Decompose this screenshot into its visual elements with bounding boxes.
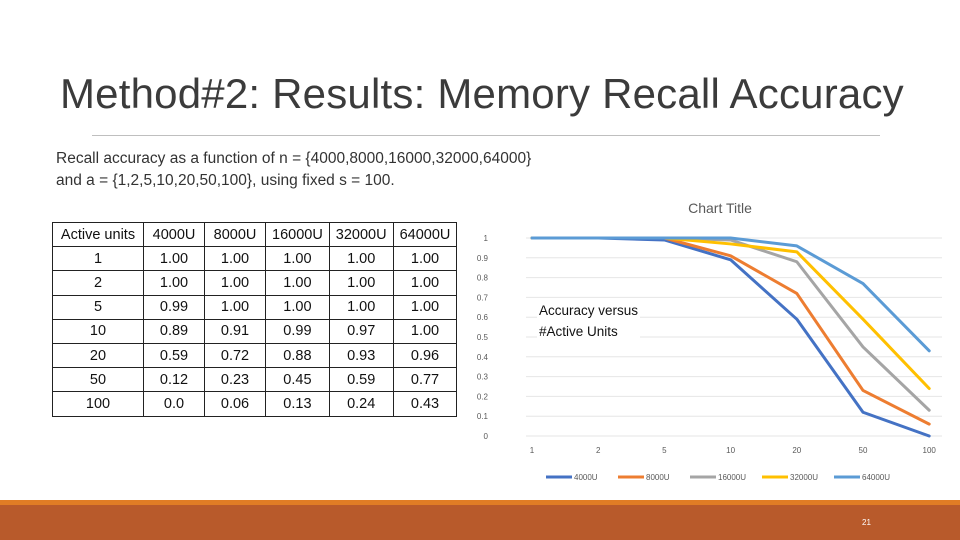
legend-label: 32000U <box>790 473 819 482</box>
accuracy-cell: 1.00 <box>144 247 205 271</box>
accuracy-cell: 0.12 <box>144 368 205 392</box>
results-table <box>52 222 457 417</box>
y-tick-label: 0.9 <box>476 253 488 263</box>
x-tick-label: 1 <box>529 446 535 455</box>
table-body <box>53 247 457 416</box>
x-tick-label: 10 <box>726 446 736 455</box>
accuracy-cell: 0.24 <box>329 392 393 416</box>
x-tick-label: 20 <box>792 446 802 455</box>
table-row <box>53 247 457 271</box>
description-line-2: and a = {1,2,5,10,20,50,100}, using fixed s = 100. <box>56 172 395 189</box>
annotation-line-1: Accuracy versus <box>539 303 639 318</box>
description-line-1: Recall accuracy as a function of n = {4000,8000,16000,32000,64000} <box>56 150 532 167</box>
footer-bar <box>0 505 960 540</box>
accuracy-cell: 0.06 <box>205 392 266 416</box>
description <box>56 148 656 192</box>
accuracy-cell: 0.13 <box>266 392 330 416</box>
legend-label: 16000U <box>718 473 747 482</box>
accuracy-cell: 0.45 <box>266 368 330 392</box>
header-cell: 4000U <box>144 223 205 247</box>
slide-title: Method#2: Results: Memory Recall Accuracy <box>60 70 904 117</box>
accuracy-cell: 1.00 <box>205 271 266 295</box>
table-row <box>53 271 457 295</box>
active-units-cell: 50 <box>53 368 144 392</box>
y-tick-label: 0 <box>483 432 488 441</box>
table-row <box>53 392 457 416</box>
legend-label: 64000U <box>862 473 891 482</box>
accuracy-cell: 0.88 <box>266 343 330 367</box>
accuracy-cell: 0.59 <box>144 343 205 367</box>
accuracy-cell: 0.23 <box>205 368 266 392</box>
table-header-row <box>53 223 457 247</box>
y-tick-label: 0.8 <box>476 273 488 283</box>
active-units-cell: 10 <box>53 319 144 343</box>
accuracy-cell: 0.97 <box>329 319 393 343</box>
active-units-cell: 2 <box>53 271 144 295</box>
accuracy-cell: 1.00 <box>393 319 457 343</box>
chart-annotation <box>537 300 640 342</box>
accuracy-cell: 0.77 <box>393 368 457 392</box>
y-tick-label: 0.6 <box>476 313 488 323</box>
header-cell: 64000U <box>393 223 457 247</box>
active-units-cell: 5 <box>53 295 144 319</box>
accuracy-cell: 1.00 <box>205 295 266 319</box>
legend-label: 8000U <box>646 473 670 482</box>
accuracy-cell: 0.93 <box>329 343 393 367</box>
active-units-cell: 1 <box>53 247 144 271</box>
accuracy-cell: 1.00 <box>393 295 457 319</box>
table-row <box>53 343 457 367</box>
accuracy-cell: 1.00 <box>266 271 330 295</box>
header-cell: 8000U <box>205 223 266 247</box>
accuracy-cell: 0.72 <box>205 343 266 367</box>
x-tick-label: 50 <box>858 446 868 455</box>
annotation-line-2: #Active Units <box>539 324 618 339</box>
accuracy-cell: 1.00 <box>205 247 266 271</box>
y-tick-label: 0.4 <box>476 352 488 362</box>
y-tick-label: 1 <box>483 234 488 243</box>
accuracy-cell: 1.00 <box>144 271 205 295</box>
line-chart <box>460 222 950 490</box>
y-tick-label: 0.5 <box>476 333 488 342</box>
accuracy-cell: 0.89 <box>144 319 205 343</box>
y-tick-label: 0.2 <box>476 392 488 402</box>
accuracy-cell: 0.99 <box>144 295 205 319</box>
accuracy-cell: 1.00 <box>393 271 457 295</box>
x-tick-label: 5 <box>662 446 667 455</box>
accuracy-cell: 1.00 <box>266 247 330 271</box>
table-row <box>53 368 457 392</box>
accuracy-cell: 1.00 <box>329 247 393 271</box>
table-row <box>53 319 457 343</box>
header-cell: 32000U <box>329 223 393 247</box>
accuracy-cell: 1.00 <box>329 271 393 295</box>
accuracy-cell: 0.0 <box>144 392 205 416</box>
accuracy-cell: 0.91 <box>205 319 266 343</box>
accuracy-cell: 0.96 <box>393 343 457 367</box>
title-divider <box>92 135 880 136</box>
header-cell: Active units <box>53 223 144 247</box>
x-tick-label: 2 <box>595 446 601 455</box>
table-row <box>53 295 457 319</box>
accuracy-cell: 0.99 <box>266 319 330 343</box>
x-tick-label: 100 <box>922 446 936 455</box>
y-tick-label: 0.7 <box>476 293 488 303</box>
legend-label: 4000U <box>574 473 598 482</box>
accuracy-cell: 0.59 <box>329 368 393 392</box>
y-tick-label: 0.3 <box>476 372 488 382</box>
active-units-cell: 100 <box>53 392 144 416</box>
accuracy-cell: 1.00 <box>329 295 393 319</box>
page-number: 21 <box>862 518 871 527</box>
accuracy-cell: 1.00 <box>266 295 330 319</box>
active-units-cell: 20 <box>53 343 144 367</box>
y-tick-label: 0.1 <box>476 412 488 422</box>
chart-title: Chart Title <box>688 200 752 216</box>
header-cell: 16000U <box>266 223 330 247</box>
accuracy-cell: 1.00 <box>393 247 457 271</box>
accuracy-cell: 0.43 <box>393 392 457 416</box>
